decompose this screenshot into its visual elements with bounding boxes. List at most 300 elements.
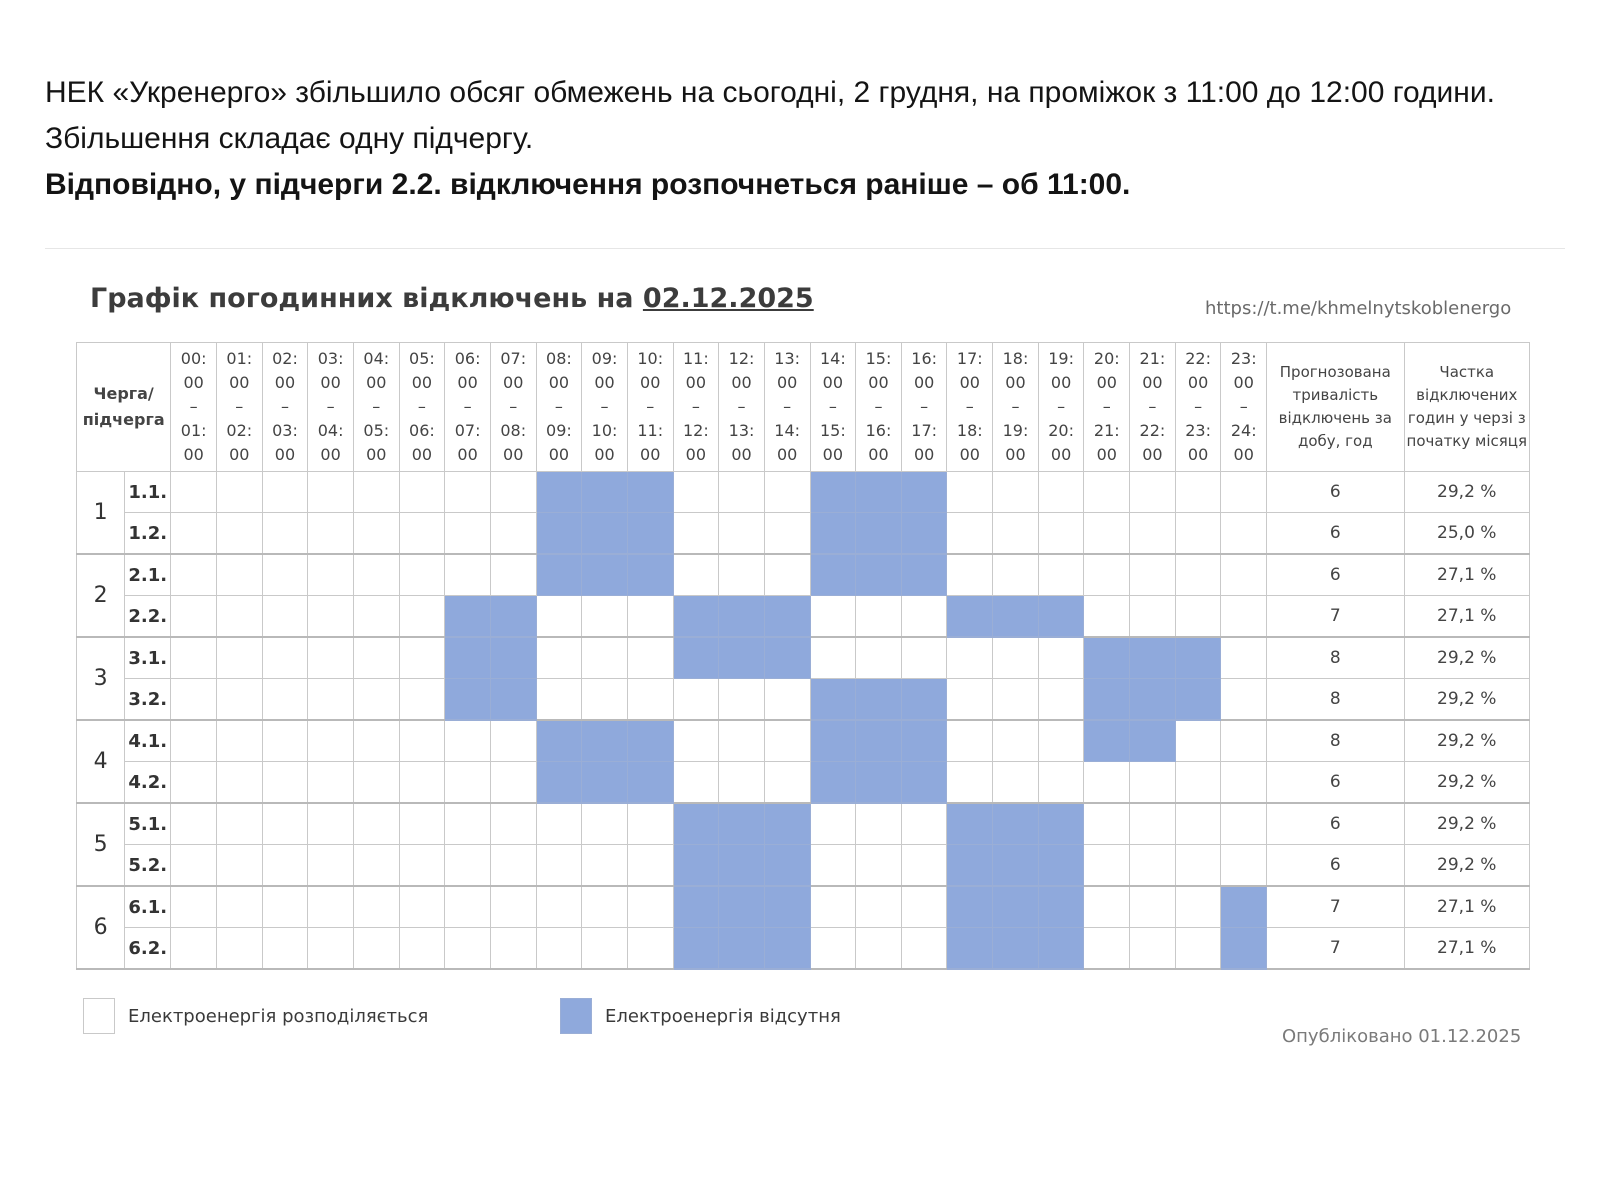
power-cell xyxy=(1221,637,1267,679)
power-cell xyxy=(1084,845,1130,887)
power-cell xyxy=(399,679,445,721)
power-cell xyxy=(582,803,628,845)
power-cell xyxy=(627,928,673,970)
power-cell xyxy=(262,472,308,513)
power-cell xyxy=(810,845,856,887)
outage-cell xyxy=(719,928,765,970)
subqueue-label: 2.2. xyxy=(125,596,171,638)
power-cell xyxy=(399,845,445,887)
power-cell xyxy=(719,472,765,513)
queue-number: 3 xyxy=(77,637,125,720)
power-cell xyxy=(719,679,765,721)
duration-value: 6 xyxy=(1267,803,1404,845)
power-cell xyxy=(353,596,399,638)
power-cell xyxy=(216,637,262,679)
outage-cell xyxy=(627,720,673,762)
legend-swatch-on xyxy=(83,998,115,1034)
power-cell xyxy=(353,845,399,887)
power-cell xyxy=(536,637,582,679)
header-share: Частка відключених годин у черзі з початку місяця xyxy=(1404,343,1529,472)
power-cell xyxy=(764,472,810,513)
outage-cell xyxy=(856,513,902,555)
power-cell xyxy=(262,637,308,679)
outage-cell xyxy=(673,637,719,679)
outage-cell xyxy=(1038,845,1084,887)
power-cell xyxy=(353,637,399,679)
outage-cell xyxy=(1084,679,1130,721)
outage-cell xyxy=(719,886,765,928)
power-cell xyxy=(262,762,308,804)
power-cell xyxy=(399,720,445,762)
power-cell xyxy=(627,679,673,721)
power-cell xyxy=(353,472,399,513)
table-row xyxy=(77,762,1530,804)
power-cell xyxy=(262,513,308,555)
queue-number: 1 xyxy=(77,472,125,555)
table-row xyxy=(77,845,1530,887)
outage-cell xyxy=(1038,596,1084,638)
power-cell xyxy=(262,596,308,638)
power-cell xyxy=(856,928,902,970)
power-cell xyxy=(399,803,445,845)
power-cell xyxy=(490,762,536,804)
outage-cell xyxy=(582,554,628,596)
power-cell xyxy=(445,928,491,970)
outage-cell xyxy=(445,637,491,679)
power-cell xyxy=(1175,720,1221,762)
power-cell xyxy=(947,679,993,721)
power-cell xyxy=(673,472,719,513)
outage-cell xyxy=(810,679,856,721)
power-cell xyxy=(1221,472,1267,513)
power-cell xyxy=(856,803,902,845)
power-cell xyxy=(1175,762,1221,804)
outage-cell xyxy=(536,554,582,596)
power-cell xyxy=(308,472,354,513)
subqueue-label: 1.1. xyxy=(125,472,171,513)
legend-label-on: Електроенергія розподіляється xyxy=(128,1006,429,1027)
outage-cell xyxy=(947,803,993,845)
subqueue-label: 4.1. xyxy=(125,720,171,762)
power-cell xyxy=(582,886,628,928)
outage-cell xyxy=(1130,637,1176,679)
power-cell xyxy=(445,803,491,845)
power-cell xyxy=(1130,886,1176,928)
share-value: 27,1 % xyxy=(1404,928,1529,970)
table-row xyxy=(77,886,1530,928)
power-cell xyxy=(308,762,354,804)
power-cell xyxy=(171,472,217,513)
power-cell xyxy=(353,886,399,928)
outage-cell xyxy=(673,845,719,887)
power-cell xyxy=(1175,554,1221,596)
power-cell xyxy=(353,928,399,970)
power-cell xyxy=(216,803,262,845)
subqueue-label: 1.2. xyxy=(125,513,171,555)
outage-cell xyxy=(993,596,1039,638)
power-cell xyxy=(1130,472,1176,513)
schedule-date: 02.12.2025 xyxy=(642,283,814,314)
outage-cell xyxy=(993,886,1039,928)
power-cell xyxy=(308,886,354,928)
table-row xyxy=(77,513,1530,555)
power-cell xyxy=(216,596,262,638)
header-hour-23: 23: 00 – 24: 00 xyxy=(1221,343,1267,472)
power-cell xyxy=(490,720,536,762)
outage-cell xyxy=(856,472,902,513)
power-cell xyxy=(262,803,308,845)
subqueue-label: 5.1. xyxy=(125,803,171,845)
power-cell xyxy=(262,720,308,762)
power-cell xyxy=(582,928,628,970)
header-hour-21: 21: 00 – 22: 00 xyxy=(1130,343,1176,472)
power-cell xyxy=(1038,762,1084,804)
power-cell xyxy=(399,886,445,928)
legend-label-off: Електроенергія відсутня xyxy=(605,1006,841,1027)
power-cell xyxy=(764,720,810,762)
power-cell xyxy=(353,803,399,845)
outage-cell xyxy=(764,928,810,970)
announcement-text: НЕК «Укренерго» збільшило обсяг обмежень на сьогодні, 2 грудня, на проміжок з 11:00 до 12:00 години. Збільшення складає одну підчергу. xyxy=(45,76,1495,155)
power-cell xyxy=(993,637,1039,679)
power-cell xyxy=(353,720,399,762)
divider xyxy=(45,248,1565,249)
power-cell xyxy=(993,472,1039,513)
power-cell xyxy=(947,472,993,513)
duration-value: 6 xyxy=(1267,513,1404,555)
header-hour-3: 03: 00 – 04: 00 xyxy=(308,343,354,472)
outage-cell xyxy=(445,596,491,638)
power-cell xyxy=(673,720,719,762)
outage-cell xyxy=(490,637,536,679)
subqueue-label: 6.2. xyxy=(125,928,171,970)
power-cell xyxy=(764,554,810,596)
power-cell xyxy=(1130,803,1176,845)
power-cell xyxy=(262,928,308,970)
header-hour-15: 15: 00 – 16: 00 xyxy=(856,343,902,472)
outage-cell xyxy=(582,513,628,555)
power-cell xyxy=(490,928,536,970)
outage-cell xyxy=(445,679,491,721)
power-cell xyxy=(216,845,262,887)
power-cell xyxy=(308,596,354,638)
power-cell xyxy=(171,513,217,555)
outage-cell xyxy=(1221,886,1267,928)
power-cell xyxy=(216,513,262,555)
header-hour-11: 11: 00 – 12: 00 xyxy=(673,343,719,472)
share-value: 29,2 % xyxy=(1404,720,1529,762)
outage-cell xyxy=(627,762,673,804)
outage-cell xyxy=(810,554,856,596)
power-cell xyxy=(1221,554,1267,596)
outage-cell xyxy=(947,845,993,887)
power-cell xyxy=(1221,596,1267,638)
power-cell xyxy=(353,554,399,596)
header-hour-9: 09: 00 – 10: 00 xyxy=(582,343,628,472)
power-cell xyxy=(719,554,765,596)
outage-cell xyxy=(856,720,902,762)
power-cell xyxy=(901,845,947,887)
power-cell xyxy=(308,679,354,721)
outage-cell xyxy=(582,762,628,804)
power-cell xyxy=(1221,513,1267,555)
power-cell xyxy=(171,554,217,596)
power-cell xyxy=(1084,554,1130,596)
power-cell xyxy=(399,554,445,596)
outage-cell xyxy=(764,637,810,679)
power-cell xyxy=(262,679,308,721)
outage-cell xyxy=(627,554,673,596)
legend-swatch-off xyxy=(560,998,592,1034)
power-cell xyxy=(764,513,810,555)
power-cell xyxy=(490,845,536,887)
header-hour-13: 13: 00 – 14: 00 xyxy=(764,343,810,472)
subqueue-label: 6.1. xyxy=(125,886,171,928)
power-cell xyxy=(1130,554,1176,596)
table-row xyxy=(77,637,1530,679)
power-cell xyxy=(1175,472,1221,513)
power-cell xyxy=(216,762,262,804)
power-cell xyxy=(810,596,856,638)
power-cell xyxy=(308,928,354,970)
power-cell xyxy=(993,679,1039,721)
table-row xyxy=(77,803,1530,845)
table-row xyxy=(77,596,1530,638)
power-cell xyxy=(353,762,399,804)
power-cell xyxy=(764,762,810,804)
queue-number: 5 xyxy=(77,803,125,886)
outage-cell xyxy=(810,720,856,762)
outage-cell xyxy=(1084,637,1130,679)
outage-cell xyxy=(673,596,719,638)
outage-cell xyxy=(764,596,810,638)
subqueue-label: 3.1. xyxy=(125,637,171,679)
schedule-title-prefix: Графік погодинних відключень на xyxy=(90,283,643,314)
outage-cell xyxy=(1038,803,1084,845)
power-cell xyxy=(445,472,491,513)
power-cell xyxy=(171,596,217,638)
outage-cell xyxy=(901,472,947,513)
header-hour-8: 08: 00 – 09: 00 xyxy=(536,343,582,472)
power-cell xyxy=(445,720,491,762)
duration-value: 8 xyxy=(1267,679,1404,721)
power-cell xyxy=(262,845,308,887)
outage-cell xyxy=(536,472,582,513)
power-cell xyxy=(445,845,491,887)
power-cell xyxy=(171,637,217,679)
published-date: Опубліковано 01.12.2025 xyxy=(1282,1026,1522,1047)
share-value: 27,1 % xyxy=(1404,596,1529,638)
share-value: 25,0 % xyxy=(1404,513,1529,555)
power-cell xyxy=(490,554,536,596)
table-row xyxy=(77,720,1530,762)
power-cell xyxy=(1175,886,1221,928)
power-cell xyxy=(1084,762,1130,804)
header-hour-20: 20: 00 – 21: 00 xyxy=(1084,343,1130,472)
power-cell xyxy=(947,554,993,596)
power-cell xyxy=(171,886,217,928)
outage-cell xyxy=(856,762,902,804)
power-cell xyxy=(993,762,1039,804)
power-cell xyxy=(1130,928,1176,970)
power-cell xyxy=(901,928,947,970)
outage-cell xyxy=(993,928,1039,970)
power-cell xyxy=(1038,637,1084,679)
power-cell xyxy=(1038,679,1084,721)
header-hour-0: 00: 00 – 01: 00 xyxy=(171,343,217,472)
outage-cell xyxy=(764,886,810,928)
power-cell xyxy=(216,886,262,928)
outage-cell xyxy=(536,762,582,804)
power-cell xyxy=(1038,720,1084,762)
share-value: 27,1 % xyxy=(1404,554,1529,596)
power-cell xyxy=(1221,845,1267,887)
power-cell xyxy=(627,845,673,887)
power-cell xyxy=(399,928,445,970)
power-cell xyxy=(536,928,582,970)
outage-cell xyxy=(856,554,902,596)
power-cell xyxy=(445,886,491,928)
duration-value: 6 xyxy=(1267,845,1404,887)
header-hour-7: 07: 00 – 08: 00 xyxy=(490,343,536,472)
outage-cell xyxy=(1038,928,1084,970)
outage-cell xyxy=(536,513,582,555)
power-cell xyxy=(673,513,719,555)
power-cell xyxy=(353,679,399,721)
header-hour-1: 01: 00 – 02: 00 xyxy=(216,343,262,472)
header-hour-4: 04: 00 – 05: 00 xyxy=(353,343,399,472)
power-cell xyxy=(627,637,673,679)
outage-cell xyxy=(901,679,947,721)
duration-value: 6 xyxy=(1267,762,1404,804)
power-cell xyxy=(1130,596,1176,638)
outage-cell xyxy=(901,762,947,804)
power-cell xyxy=(308,513,354,555)
power-cell xyxy=(1175,596,1221,638)
power-cell xyxy=(1084,886,1130,928)
power-cell xyxy=(399,762,445,804)
outage-cell xyxy=(1175,679,1221,721)
outage-cell xyxy=(764,803,810,845)
power-cell xyxy=(1038,554,1084,596)
power-cell xyxy=(171,679,217,721)
power-cell xyxy=(1084,803,1130,845)
power-cell xyxy=(308,720,354,762)
outage-cell xyxy=(1175,637,1221,679)
queue-number: 4 xyxy=(77,720,125,803)
header-hour-6: 06: 00 – 07: 00 xyxy=(445,343,491,472)
power-cell xyxy=(399,472,445,513)
outage-cell xyxy=(1221,928,1267,970)
power-cell xyxy=(582,845,628,887)
power-cell xyxy=(719,720,765,762)
power-cell xyxy=(399,637,445,679)
power-cell xyxy=(947,513,993,555)
outage-cell xyxy=(810,762,856,804)
power-cell xyxy=(1084,472,1130,513)
power-cell xyxy=(993,720,1039,762)
duration-value: 7 xyxy=(1267,928,1404,970)
power-cell xyxy=(536,886,582,928)
power-cell xyxy=(171,845,217,887)
power-cell xyxy=(308,803,354,845)
header-queue: Черга/ підчерга xyxy=(77,343,171,472)
power-cell xyxy=(1221,762,1267,804)
outage-cell xyxy=(536,720,582,762)
power-cell xyxy=(901,596,947,638)
outage-cell xyxy=(490,596,536,638)
outage-cell xyxy=(764,845,810,887)
outage-cell xyxy=(582,472,628,513)
outage-cell xyxy=(947,928,993,970)
duration-value: 6 xyxy=(1267,554,1404,596)
power-cell xyxy=(216,554,262,596)
outage-cell xyxy=(719,803,765,845)
power-cell xyxy=(171,720,217,762)
power-cell xyxy=(947,720,993,762)
power-cell xyxy=(1175,803,1221,845)
header-hour-5: 05: 00 – 06: 00 xyxy=(399,343,445,472)
share-value: 29,2 % xyxy=(1404,803,1529,845)
power-cell xyxy=(582,637,628,679)
power-cell xyxy=(308,845,354,887)
announcement xyxy=(45,70,1545,208)
power-cell xyxy=(947,762,993,804)
subqueue-label: 5.2. xyxy=(125,845,171,887)
share-value: 29,2 % xyxy=(1404,472,1529,513)
power-cell xyxy=(1175,845,1221,887)
power-cell xyxy=(901,637,947,679)
table-row xyxy=(77,679,1530,721)
share-value: 29,2 % xyxy=(1404,845,1529,887)
schedule-title xyxy=(90,283,814,314)
telegram-link[interactable]: https://t.me/khmelnytskoblenergo xyxy=(1205,298,1512,319)
duration-value: 8 xyxy=(1267,720,1404,762)
outage-cell xyxy=(673,886,719,928)
outage-schedule-table xyxy=(76,342,1530,970)
power-cell xyxy=(810,886,856,928)
power-cell xyxy=(856,845,902,887)
power-cell xyxy=(810,928,856,970)
outage-cell xyxy=(901,554,947,596)
power-cell xyxy=(1130,762,1176,804)
power-cell xyxy=(216,928,262,970)
outage-cell xyxy=(1038,886,1084,928)
header-hour-22: 22: 00 – 23: 00 xyxy=(1175,343,1221,472)
power-cell xyxy=(490,803,536,845)
share-value: 29,2 % xyxy=(1404,637,1529,679)
power-cell xyxy=(673,679,719,721)
power-cell xyxy=(856,886,902,928)
outage-cell xyxy=(673,803,719,845)
power-cell xyxy=(719,762,765,804)
header-hour-12: 12: 00 – 13: 00 xyxy=(719,343,765,472)
power-cell xyxy=(947,637,993,679)
power-cell xyxy=(856,637,902,679)
header-hour-16: 16: 00 – 17: 00 xyxy=(901,343,947,472)
outage-cell xyxy=(627,472,673,513)
power-cell xyxy=(1221,679,1267,721)
power-cell xyxy=(445,762,491,804)
outage-cell xyxy=(947,596,993,638)
power-cell xyxy=(1221,720,1267,762)
power-cell xyxy=(810,803,856,845)
power-cell xyxy=(810,637,856,679)
header-hour-17: 17: 00 – 18: 00 xyxy=(947,343,993,472)
outage-cell xyxy=(810,472,856,513)
table-row xyxy=(77,472,1530,513)
power-cell xyxy=(536,803,582,845)
